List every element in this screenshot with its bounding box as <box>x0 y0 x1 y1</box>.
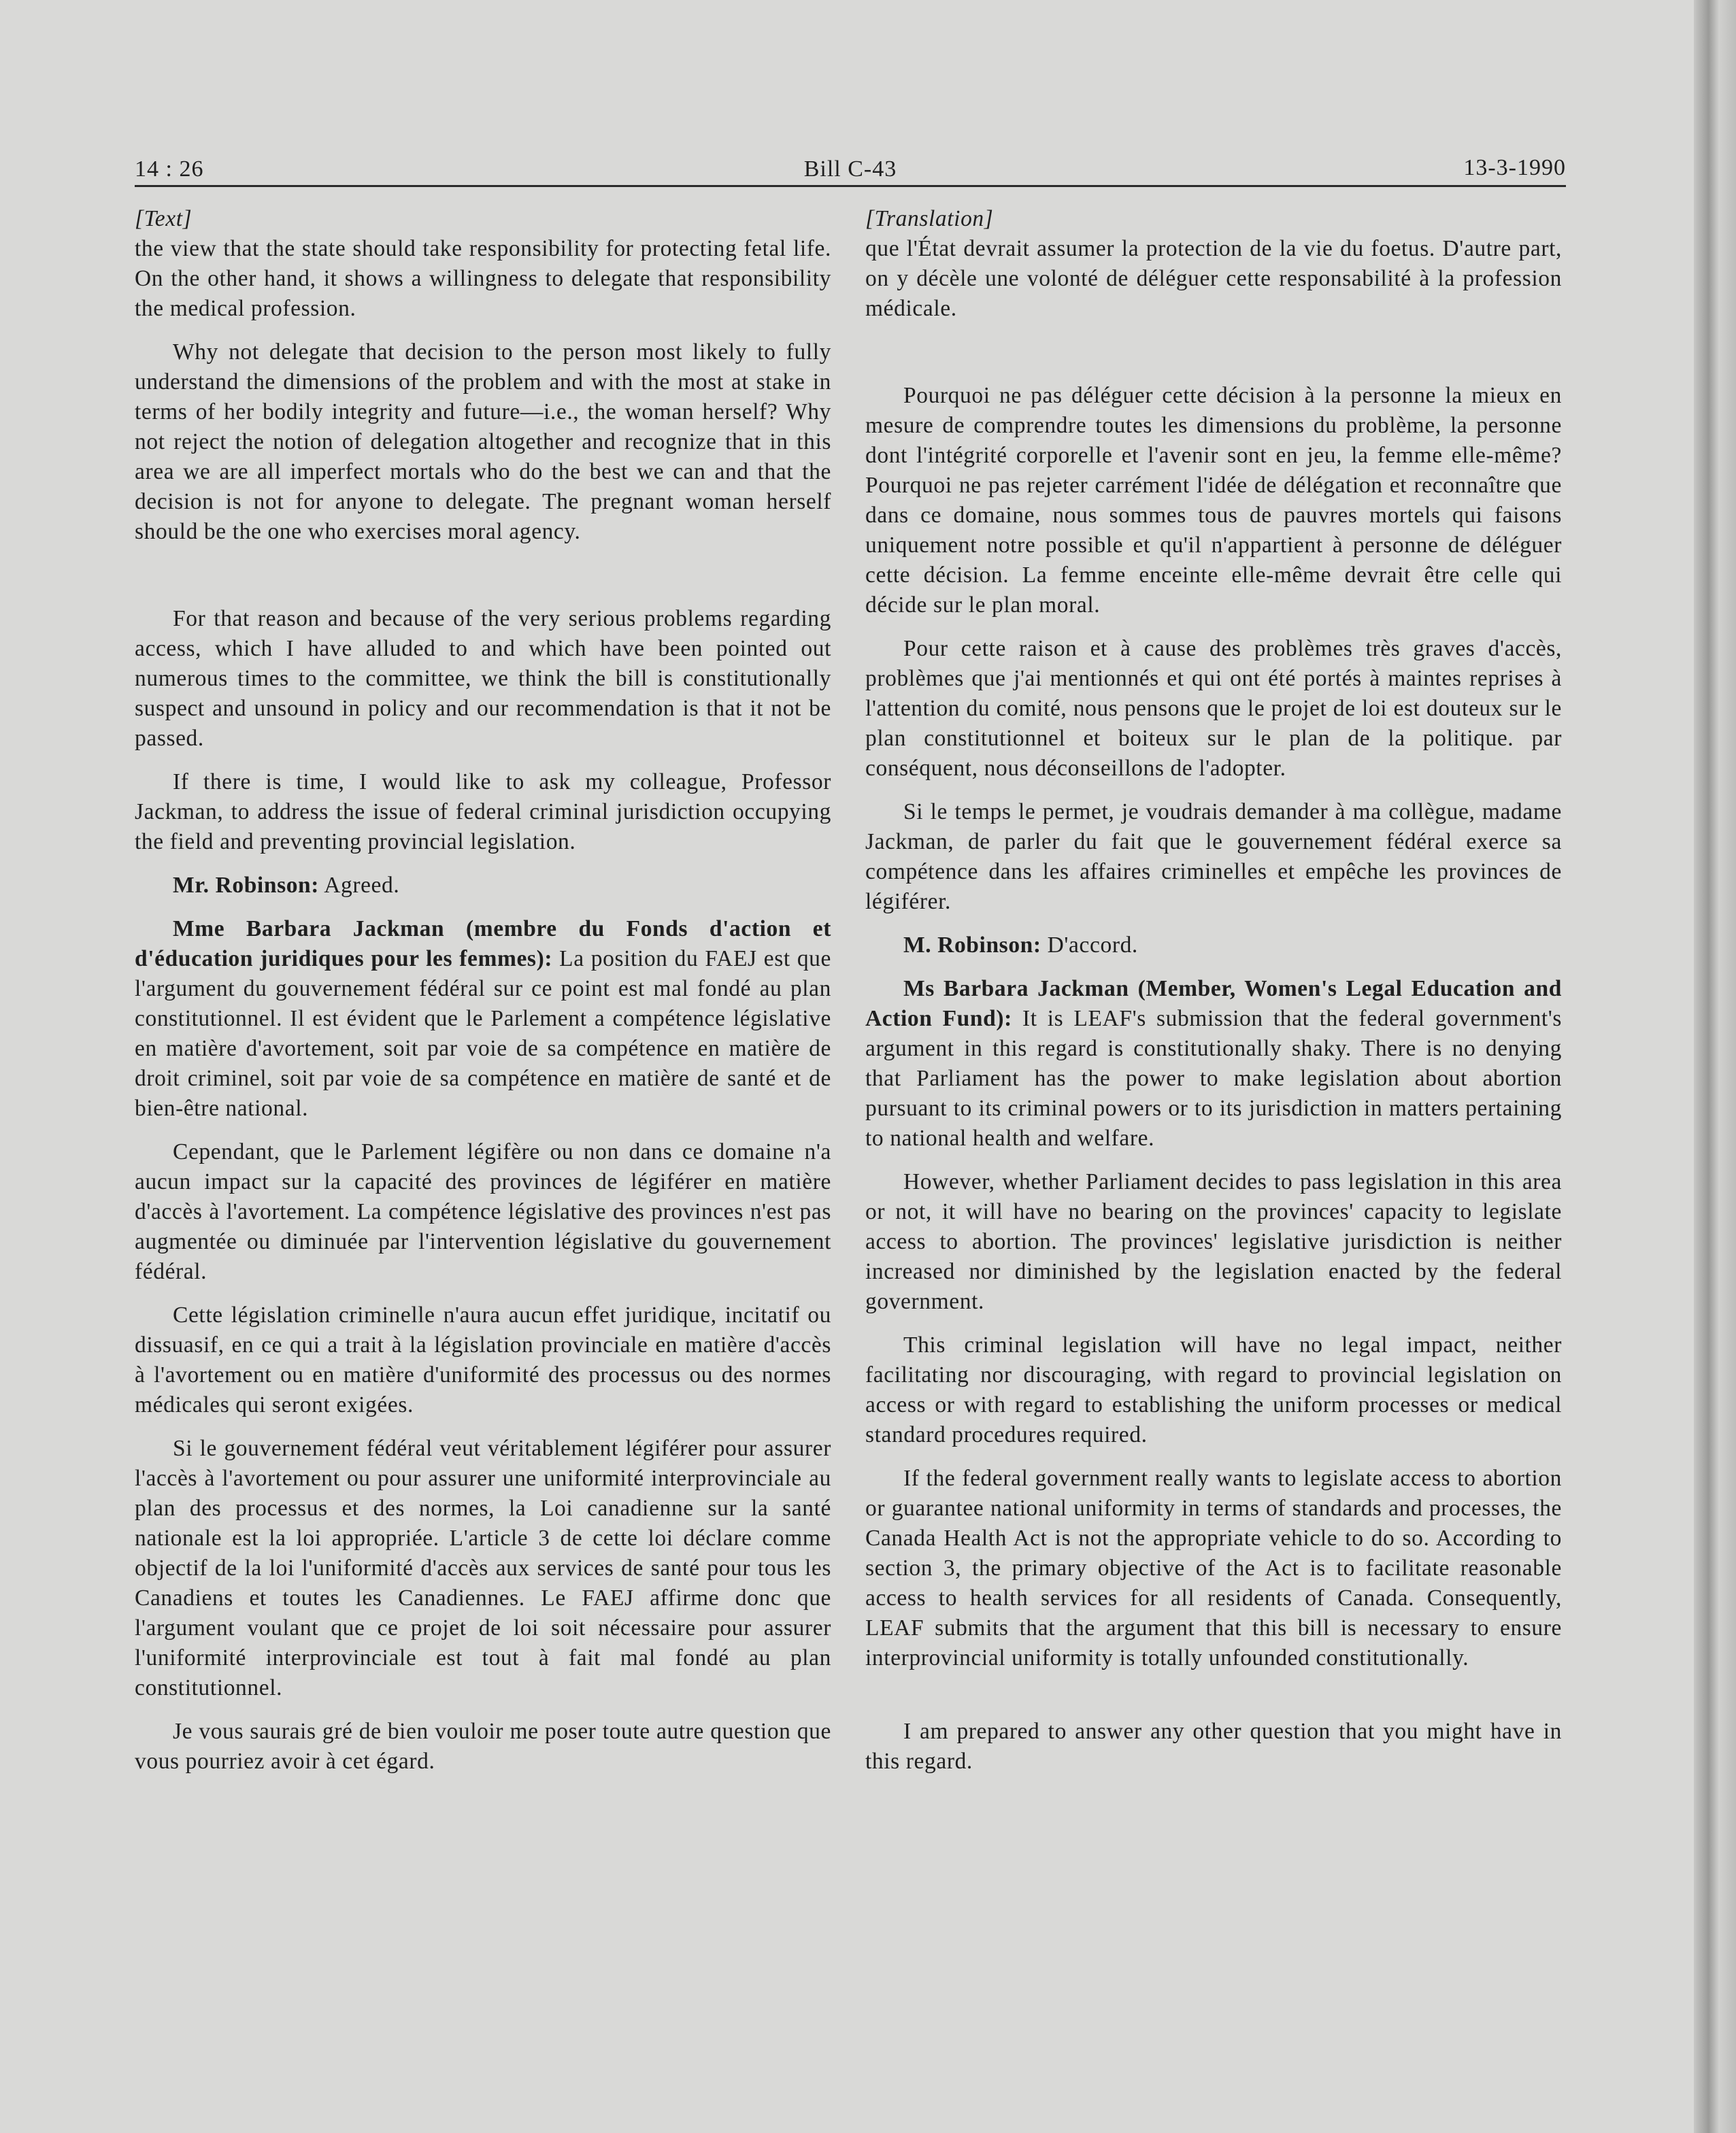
speaker-paragraph <box>865 974 1562 1154</box>
paragraph: que l'État devrait assumer la protection de la vie du foetus. D'autre part, on y décèle une volonté de déléguer cette responsabilité à la profession médicale. <box>865 236 1562 321</box>
speaker-paragraph <box>135 871 831 901</box>
translation-tag: [Translation] <box>865 206 994 231</box>
speech-text: La position du FAEJ est que l'argument du gouvernement fédéral sur ce point est mal fondé au plan constitutionnel. Il est évident que le Parlement a compétence législative en matière d'avortement, soit par voie de sa compétence en matière de droit criminel, soit par voie de sa compétence en matière de santé et de bien-être national. <box>135 946 831 1121</box>
paragraph: Si le gouvernement fédéral veut véritablement légiférer pour assurer l'accès à l'avortement ou pour assurer une uniformité interprovinciale au plan des processus et des normes, la Loi canadienne sur la santé nationale est la loi appropriée. L'article 3 de cette loi déclare comme objectif de la loi l'uniformité d'accès aux services de santé pour tous les Canadiens et toutes les Canadiennes. Le FAEJ affirme donc que l'argument voulant que ce projet de loi soit nécessaire pour assurer l'uniformité interprovinciale est tout à fait mal fondé au plan constitutionnel. <box>135 1436 831 1700</box>
paragraph: Cependant, que le Parlement légifère ou non dans ce domaine n'a aucun impact sur la capacité des provinces de légiférer en matière d'accès à l'avortement. La compétence législative des provinces n'est pas augmentée ou diminuée par l'intervention législative du gouvernement fédéral. <box>135 1139 831 1284</box>
french-column <box>865 204 1562 1790</box>
speaker-name: Mr. Robinson: <box>173 873 320 898</box>
speech-text: Agreed. <box>319 873 400 898</box>
paragraph: Si le temps le permet, je voudrais demander à ma collègue, madame Jackman, de parler du fait que le gouvernement fédéral exerce sa compétence dans les affaires criminelles et empêche les provinces de légiférer. <box>865 799 1562 914</box>
paragraph: Pourquoi ne pas déléguer cette décision à la personne la mieux en mesure de comprendre toutes les dimensions du problème, la personne dont l'intégrité corporelle et l'avenir sont en jeu, la femme elle-même? Pourquoi ne pas rejeter carrément l'idée de délégation et reconnaître que dans ce domaine, nous sommes tous de pauvres mortels qui faisons uniquement notre possible et qu'il n'appartient à personne de déléguer cette décision. La femme enceinte elle-même devrait être celle qui décide sur le plan moral. <box>865 383 1562 618</box>
speaker-paragraph <box>135 914 831 1124</box>
text-tag: [Text] <box>135 206 193 231</box>
speech-text: It is LEAF's submission that the federal government's argument in this regard is constitutionally shaky. There is no denying that Parliament has the power to make legislation about abortion pursuant to its criminal powers or to its jurisdiction in matters pertaining to national health and welfare. <box>865 1006 1563 1151</box>
paragraph: the view that the state should take responsibility for protecting fetal life. On the other hand, it shows a willingness to delegate that responsibility the medical profession. <box>135 236 831 321</box>
paragraph: Cette législation criminelle n'aura aucun effet juridique, incitatif ou dissuasif, en ce qui a trait à la législation provinciale en matière d'accès à l'avortement ou en matière d'uniformité des processus ou des normes médicales qui seront exigées. <box>135 1303 831 1417</box>
document-date: 13-3-1990 <box>1463 155 1566 180</box>
page-number: 14 : 26 <box>135 156 204 182</box>
paragraph: Pour cette raison et à cause des problèmes très graves d'accès, problèmes que j'ai mentionnés et qui ont été portés à maintes reprises à l'attention du comité, nous pensons que le projet de loi est douteux sur le plan constitutionnel et boiteux sur le plan de la politique. par conséquent, nous déconseillons de l'adopter. <box>865 636 1562 781</box>
speaker-paragraph <box>865 930 1562 960</box>
paragraph: This criminal legislation will have no legal impact, neither facilitating nor discouraging, with regard to provincial legislation on access or with regard to establishing the uniform processes or medical standard procedures required. <box>865 1332 1562 1447</box>
paragraph: However, whether Parliament decides to pass legislation in this area or not, it will have no bearing on the provinces' capacity to legislate access to abortion. The provinces' legislative jurisdiction is neither increased nor diminished by the legislation enacted by the federal government. <box>865 1169 1562 1314</box>
speaker-name: Ms Barbara Jackman (Member, Women's Legal Education and Action Fund): <box>865 976 1562 1031</box>
speaker-name: Mme Barbara Jackman (membre du Fonds d'action et d'éducation juridiques pour les femmes): <box>135 916 831 971</box>
paragraph: For that reason and because of the very serious problems regarding access, which I have alluded to and which have been pointed out numerous times to the committee, we think the bill is constitutionally suspect and unsound in policy and our recommendation is that it not be passed. <box>135 606 831 751</box>
speech-text: D'accord. <box>1041 933 1138 958</box>
page-header <box>135 141 1566 182</box>
speaker-name: M. Robinson: <box>903 933 1041 958</box>
page-edge <box>1694 0 1736 2133</box>
paragraph: Why not delegate that decision to the person most likely to fully understand the dimensions of the problem and with the most at stake in terms of her bodily integrity and future—i.e., the woman herself? Why not reject the notion of delegation altogether and recognize that in this area we are all imperfect mortals who do the best we can and that the decision is not for anyone to delegate. The pregnant woman herself should be the one who exercises moral agency. <box>135 339 831 544</box>
english-column <box>135 204 831 1790</box>
document-title: Bill C-43 <box>803 156 897 182</box>
paragraph: If there is time, I would like to ask my colleague, Professor Jackman, to address the issue of federal criminal jurisdiction occupying the field and preventing provincial legislation. <box>135 769 831 854</box>
header-rule <box>135 185 1566 187</box>
paragraph: I am prepared to answer any other question that you might have in this regard. <box>865 1719 1562 1774</box>
paragraph: If the federal government really wants to legislate access to abortion or guarantee national uniformity in terms of standards and processes, the Canada Health Act is not the appropriate vehicle to do so. According to section 3, the primary objective of the Act is to facilitate reasonable access to health services for all residents of Canada. Consequently, LEAF submits that the argument that this bill is necessary to ensure interprovincial uniformity is totally unfounded constitutionally. <box>865 1466 1562 1670</box>
paragraph: Je vous saurais gré de bien vouloir me poser toute autre question que vous pourriez avoir à cet égard. <box>135 1719 831 1774</box>
